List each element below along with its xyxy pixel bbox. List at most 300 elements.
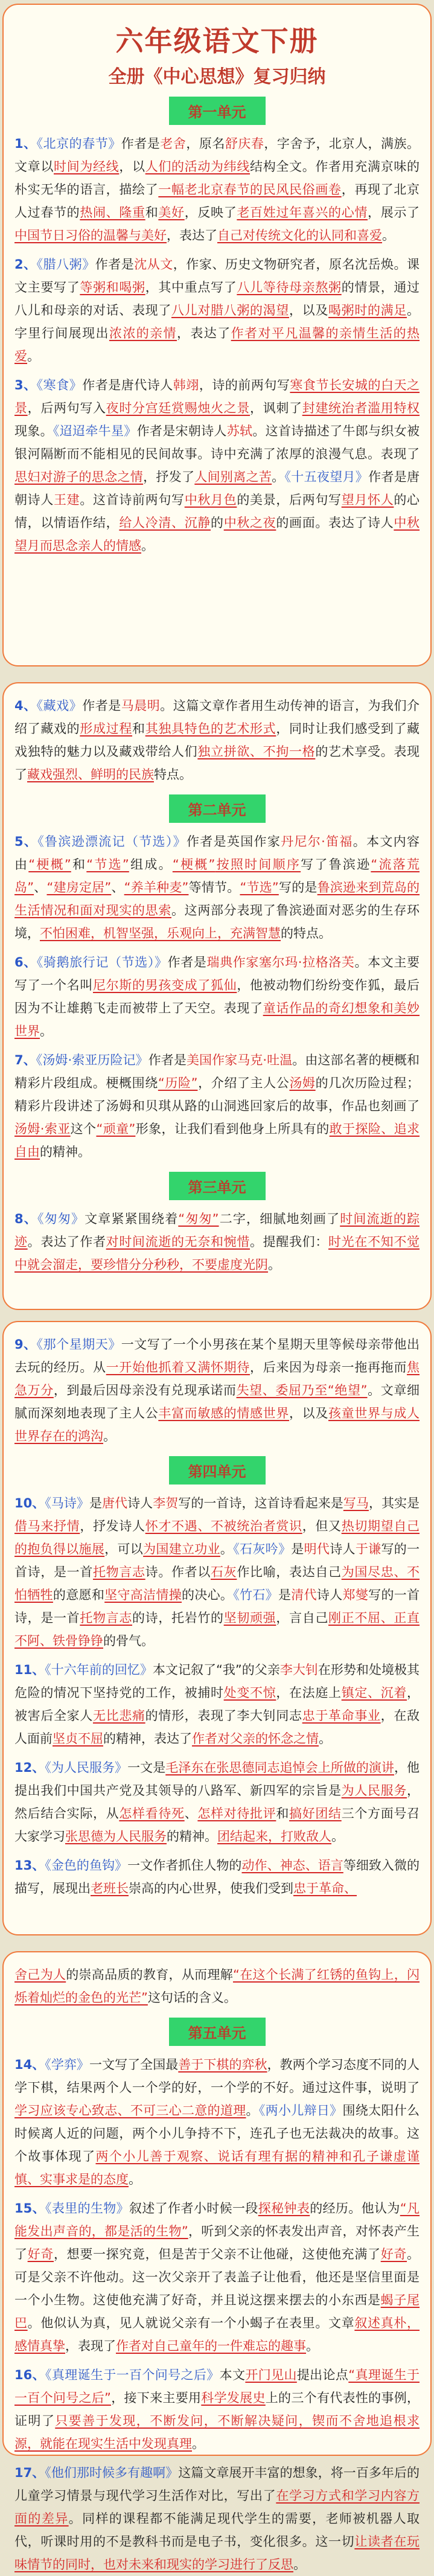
author-name: 李贺 <box>153 1496 179 1510</box>
body-text: ，在法庭上 <box>276 1686 342 1700</box>
author-name: 舒庆春 <box>225 136 264 151</box>
body-text: 写了鲁滨逊 <box>301 857 371 872</box>
lesson-number: 3、 <box>14 378 37 392</box>
lesson-title: 《金色的鱼钩》 <box>45 1858 128 1873</box>
body-text: 作者是 <box>148 1053 187 1067</box>
author-name: 于谦 <box>355 1542 381 1556</box>
key-phrase: 中秋望月而思念亲人的情感 <box>14 516 420 553</box>
body-text: 这句话的含义。 <box>147 1990 237 2005</box>
body-text: ，他被动物们纷纷变作狐，最后因为不让雄鹅飞走而被带上了天空。表现了 <box>14 978 420 1015</box>
body-text: ，在敌人面前 <box>14 1708 420 1746</box>
body-text: 。这两部分表现了鲁滨逊面对恶劣的生存环境， <box>14 903 420 941</box>
body-text: 作者是 <box>82 698 121 713</box>
lesson-paragraph <box>14 1756 420 1848</box>
author-name: 苏轼 <box>226 424 253 438</box>
body-text: 结构全文。作者用充满京味的朴实无华的语言，描绘了 <box>14 159 420 197</box>
key-phrase: 探秘钟表 <box>258 2201 310 2216</box>
key-phrase: 童话作品的奇幻想象和美妙世界 <box>14 1001 420 1038</box>
lesson-number: 4、 <box>14 698 37 713</box>
lesson-number: 11、 <box>14 1663 45 1677</box>
page-subtitle <box>14 62 420 88</box>
lesson-title: 《真理诞生于一百个问号之后》 <box>45 2368 220 2382</box>
lesson-number: 14、 <box>14 2057 45 2072</box>
unit-badge: 第一单元 <box>169 97 266 125</box>
key-phrase: 动作、神态、语言 <box>241 1858 343 1873</box>
key-phrase: 按照时间顺序 <box>215 857 301 872</box>
body-text: 。本文内容由 <box>14 834 420 872</box>
body-text: 本文 <box>219 2368 246 2382</box>
lesson-number: 8、 <box>14 1212 37 1226</box>
key-phrase: 毛泽东在张思德同志追悼会上所做的演讲 <box>165 1760 394 1775</box>
body-text: 。 <box>331 1829 344 1844</box>
key-phrase: 藏戏强烈、鲜明的民族 <box>27 767 154 782</box>
body-text: 一文写了一个小男孩在某个星期天里等候母亲带他出去玩的经历。从 <box>14 1337 420 1375</box>
key-phrase: 石灰 <box>211 1565 237 1579</box>
key-phrase: 为国尽忠、不怕牺牲 <box>14 1565 420 1602</box>
body-text: 围绕太阳什么时候离人近的问题，两个小儿争持不下，连孔子也无法裁决的故事。这个故事体现了 <box>14 2103 420 2164</box>
key-phrase: 寒食节长安城的白天之景 <box>14 378 420 415</box>
key-phrase: 热切期望自己的抱负得以施展 <box>14 1519 420 1556</box>
key-phrase: 托物言志 <box>93 1565 145 1579</box>
unit-badge: 第四单元 <box>169 1456 266 1485</box>
key-phrase: 镇定、沉着 <box>341 1686 407 1700</box>
body-text: 。这篇文章作者用生动传神的语言，为我们介绍了藏戏的 <box>14 698 420 736</box>
key-phrase: 等粥和喝粥 <box>80 280 145 295</box>
body-text: 叙述了作者小时候一段 <box>129 2201 258 2216</box>
body-text: 诗人 <box>127 1496 153 1510</box>
key-phrase: “梗概” <box>28 857 71 872</box>
body-text: 。 <box>272 470 285 484</box>
body-text: 写的一首诗，这首诗看起来是 <box>178 1496 343 1510</box>
key-phrase: 尼尔斯的男孩变成了狐仙 <box>93 978 237 992</box>
body-text: 的意愿和 <box>53 1588 105 1602</box>
lesson-paragraph <box>14 1854 420 1900</box>
body-text: 和 <box>145 205 159 220</box>
lesson-title: 《骑鹅旅行记（节选）》 <box>36 955 168 970</box>
lesson-paragraph <box>14 253 420 368</box>
key-phrase: 热闹、隆重 <box>80 205 145 220</box>
key-phrase: 对时间流逝的无奈和惋惜 <box>106 1235 251 1249</box>
key-phrase: 怎样看待死 <box>119 1806 185 1821</box>
key-phrase: 封建统治者滥用特权 <box>302 401 420 415</box>
key-phrase: 形成过程 <box>80 721 133 736</box>
body-text: ，听到父亲的怀表发出声音，对怀表产生了 <box>14 2224 420 2261</box>
key-phrase: 中秋之夜 <box>223 516 276 530</box>
body-text: 。字里行间展现出 <box>14 303 420 340</box>
key-phrase: 处变不惊 <box>223 1686 276 1700</box>
key-phrase: 汤姆 <box>289 1076 316 1090</box>
body-text: 的画面。表达了诗人 <box>276 516 394 530</box>
body-text: 的骨气。 <box>103 1634 154 1648</box>
body-text: 的情景，通过八儿和母亲的对话、表现了 <box>14 280 420 318</box>
key-phrase: 蝎子尾巴 <box>14 2293 420 2330</box>
body-text: 。 <box>103 1429 116 1443</box>
key-phrase: 独立拼欲、不拘一格 <box>197 744 316 759</box>
body-text: ，到最后因母亲没有兑现承诺而 <box>53 1383 237 1398</box>
key-phrase: 浓浓的亲情 <box>109 326 177 340</box>
page-title: 六年级语文下册 <box>115 25 319 57</box>
lesson-paragraph <box>14 951 420 1043</box>
key-phrase: 好奇 <box>380 2247 407 2261</box>
body-text: ，诗的前两句写 <box>199 378 290 392</box>
body-text: 。他似认为真，见人就说父亲有一个小蝎子在表里。文章 <box>27 2316 355 2330</box>
lesson-paragraph <box>14 1492 420 1652</box>
body-text: ，言自己 <box>276 1611 329 1625</box>
subtitle-prefix: 全册 <box>108 66 145 88</box>
subtitle-highlight: 《中心思想》 <box>144 66 254 88</box>
lesson-paragraph <box>14 1963 420 2009</box>
body-text: ，被害后全家人 <box>14 1686 420 1723</box>
lesson-number: 9、 <box>14 1337 37 1352</box>
lesson-number: 2、 <box>14 257 37 272</box>
lesson-title: 《藏戏》 <box>36 698 83 713</box>
body-text: ，教两个学习态度不同的人学下棋，结果两个人一个学的好，一个学的不好。通过这件事，说明了 <box>14 2057 420 2095</box>
key-phrase: 为人民服务 <box>341 1783 407 1798</box>
lesson-number: 13、 <box>14 1858 45 1873</box>
lesson-title: 《北京的春节》 <box>36 136 121 151</box>
body-text: 作者是唐代诗人 <box>82 378 173 392</box>
body-text: 写的一首诗，是一首 <box>14 1542 420 1579</box>
key-phrase: 一幅老北京春节的民风民俗画卷 <box>158 182 342 197</box>
body-text: 作者是 <box>121 136 161 151</box>
unit-badge: 第三单元 <box>169 1172 266 1200</box>
key-phrase: 思妇对游子的思念之情 <box>14 470 144 484</box>
body-text: 、 <box>184 1806 198 1821</box>
key-phrase: 叙述真朴，感情真挚 <box>14 2316 420 2353</box>
key-phrase: 团结起来，打败敌人 <box>217 1829 331 1844</box>
body-text: 写的一首诗，是一首 <box>14 1588 420 1625</box>
body-text: 特点。 <box>154 767 192 782</box>
card-1 <box>2 4 432 666</box>
lesson-number: 6、 <box>14 955 37 970</box>
key-phrase: 作者对父亲的怀念之情 <box>192 1731 319 1746</box>
body-text: ，展示了 <box>368 205 420 220</box>
body-text: 的心情，以情语作结， <box>14 493 420 530</box>
key-phrase: 学习应该专心致志、不可三心二意的道理 <box>14 2103 246 2118</box>
author-name: 唐代 <box>102 1496 128 1510</box>
body-text: 上的三个有代表性的事例，证明了 <box>14 2391 420 2428</box>
lesson-title: 《两小儿辩日》 <box>258 2103 343 2118</box>
key-phrase: 美好 <box>158 205 185 220</box>
body-text: 。由这部名著的梗概和精彩片段组成。梗概围绕 <box>14 1053 420 1090</box>
key-phrase: 孩童世界与成人世界存在的鸿沟 <box>14 1406 420 1443</box>
body-text: 诗人 <box>330 1542 356 1556</box>
key-phrase: 时光在不知不觉中就会溜走，要珍惜分分秒秒，不要虚度光阴 <box>14 1235 420 1272</box>
lesson-number: 10、 <box>14 1496 45 1510</box>
body-text: 。可是父亲不许他动。这一次父亲开了表盖子让他看，他还是坚信里面是一个小生物。这使他充满了好奇，并且说这摆来摆去的小东西是 <box>14 2247 420 2307</box>
key-phrase: 人间别离之苦 <box>194 470 272 484</box>
key-phrase: 写马 <box>343 1496 369 1510</box>
body-text: 一文写了全国最 <box>89 2057 179 2072</box>
lesson-paragraph <box>14 2197 420 2357</box>
body-text: 。 <box>192 2437 205 2451</box>
body-text: ，再现了北京人过春节的 <box>14 182 420 220</box>
author-name: 郑燮 <box>342 1588 369 1602</box>
body-text: ，其中重点写了 <box>145 280 237 295</box>
body-text: 本文记叙了“我”的父亲 <box>152 1663 280 1677</box>
body-text: 和 <box>276 1806 290 1821</box>
key-phrase: “凡能发出声音的，都是活的生物” <box>14 2201 420 2239</box>
author-name: 老舍 <box>160 136 187 151</box>
author-name: 明代 <box>304 1542 330 1556</box>
key-phrase: 喝粥时的满足 <box>328 303 407 318</box>
key-phrase: 老百姓过年喜兴的心情 <box>237 205 368 220</box>
key-phrase: “流落荒岛” <box>14 857 420 895</box>
body-text: 。 <box>141 539 154 553</box>
body-text: ，抒发了 <box>143 470 195 484</box>
key-phrase: 丰富而敏感的情感世界 <box>158 1406 290 1421</box>
body-text: 形象，让我们看到他身上所具有的 <box>135 1122 330 1136</box>
lesson-number: 12、 <box>14 1760 45 1775</box>
body-text: 的崇高品质的教育，从而理解 <box>66 1967 234 1982</box>
body-text: 的特点。 <box>281 926 331 941</box>
body-text: 。 <box>319 1731 331 1746</box>
key-phrase: 怎样对待批评 <box>197 1806 276 1821</box>
lesson-paragraph <box>14 694 420 786</box>
lesson-title: 《腊八粥》 <box>36 257 95 272</box>
key-phrase: 好奇 <box>27 2247 54 2261</box>
body-text: ，作家、历史文物研究者，原名沈岳焕。课文主要写了 <box>14 257 420 295</box>
body-text: 。 <box>293 2557 306 2572</box>
body-text: ，反映了 <box>184 205 237 220</box>
key-phrase: 坚守高洁情操 <box>104 1588 182 1602</box>
body-text: ，字舍予，北京人，满族。文章以 <box>14 136 420 174</box>
body-text: ，表现了 <box>65 2339 116 2353</box>
key-phrase: 让读者在玩味情节的同时，也对未来和现实的学习进行了反思 <box>14 2534 420 2572</box>
body-text: 和 <box>71 857 87 872</box>
body-text: 。这首诗描述了牛郎与织女被银河隔断而不能相见的民间故事。诗中充满了浓厚的浪漫气息。表现了 <box>14 424 420 461</box>
key-phrase: 开门见山 <box>245 2368 297 2382</box>
body-text: 。 <box>306 2339 319 2353</box>
lesson-title: 《竹石》 <box>233 1588 278 1602</box>
key-phrase: 老班长 <box>91 1881 129 1896</box>
key-phrase: 科学发展史 <box>201 2391 266 2405</box>
key-phrase: 张思德为人民服务 <box>65 1829 167 1844</box>
author-name: 马晨明 <box>121 698 161 713</box>
key-phrase: 刚正不屈、正直不阿、铁骨铮铮 <box>14 1611 420 1648</box>
body-text: 。 <box>268 1258 281 1272</box>
body-text: 是 <box>89 1496 103 1510</box>
body-text: 。 <box>382 228 395 243</box>
body-text: 的决心。 <box>182 1588 234 1602</box>
body-text: 一文是 <box>127 1760 166 1775</box>
author-name: 清代 <box>291 1588 317 1602</box>
key-phrase: “节选” <box>86 857 129 872</box>
body-text: 这篇文章展开丰富的想象，将一百多年后的儿童学习情景与现代学习生活作对比，写出了 <box>14 2466 420 2503</box>
lesson-title: 《马诗》 <box>45 1496 89 1510</box>
lesson-number: 17、 <box>14 2466 45 2480</box>
key-phrase: 时间为经线 <box>54 159 120 174</box>
body-text: 等情节。 <box>188 880 240 895</box>
author-name: 美国作家马克·吐温 <box>186 1053 293 1067</box>
body-text: ，可以 <box>104 1542 144 1556</box>
body-text: ，以 <box>119 159 145 174</box>
key-phrase: 怀才不遇、不被统治者赏识 <box>145 1519 302 1533</box>
body-text: 的精神。 <box>40 1145 91 1159</box>
lesson-title: 《石灰吟》 <box>233 1542 292 1556</box>
body-text: 是 <box>291 1542 304 1556</box>
body-text: ，然后结合实际，从 <box>14 1783 420 1821</box>
key-phrase: “梗概” <box>172 857 215 872</box>
key-phrase: 一开始他抓着又满怀期待 <box>106 1360 251 1375</box>
key-phrase: 望月怀人 <box>341 493 394 507</box>
body-text: 诗。作者以 <box>145 1565 211 1579</box>
body-text: ，后两句写入 <box>27 401 106 415</box>
body-text: ，以及 <box>289 1406 329 1421</box>
body-text: ，其实是 <box>368 1496 420 1510</box>
body-text: ，以及 <box>289 303 328 318</box>
key-phrase: 坚韧顽强 <box>223 1611 276 1625</box>
key-phrase: 作者对自己童年的一件难忘的趣事 <box>116 2339 306 2353</box>
key-phrase: 人们的活动为纬线 <box>145 159 251 174</box>
body-text: 的几次历险过程；精彩片段讲述了汤姆和贝琪从路的山洞逃回家后的故事，作品也刻画了 <box>14 1076 420 1113</box>
body-text: 作者是宋朝诗人 <box>136 424 227 438</box>
key-phrase: 中国节日习俗的温馨与美好 <box>14 228 167 243</box>
key-phrase: “节选” <box>240 880 279 895</box>
lesson-number: 7、 <box>14 1053 36 1067</box>
key-phrase: 敢于探险、追求自由 <box>14 1122 420 1159</box>
body-text: 的 <box>211 516 224 530</box>
key-phrase: 夜时分宫廷赏赐烛火之景 <box>106 401 251 415</box>
key-phrase: “匆匆” <box>178 1212 219 1226</box>
key-phrase: 忠于革命事业 <box>302 1708 381 1723</box>
key-phrase: “顽童” <box>96 1122 136 1136</box>
body-text: 在形势和处境极其危险的情况下坚持党的工作，被捕时 <box>14 1663 420 1700</box>
key-phrase: 两个小儿善于观察、说话有理有据的精神和孔子谦虚谨慎、实事求是的态度 <box>14 2149 420 2187</box>
body-text: ，后来因为母亲一拖再拖而 <box>250 1360 407 1375</box>
body-text: ，原名 <box>186 136 225 151</box>
key-phrase: “真理诞生于一百个问号之后” <box>14 2368 420 2405</box>
body-text: 的艺术享受。表现了 <box>14 744 420 782</box>
author-name: 瑞典作家塞尔玛·拉格洛芙 <box>206 955 355 970</box>
body-text: ，但又 <box>302 1519 342 1533</box>
lesson-title: 《为人民服务》 <box>45 1760 128 1775</box>
lesson-title: 《鲁滨逊漂流记（节选）》 <box>37 834 187 849</box>
lesson-paragraph <box>14 2053 420 2191</box>
lesson-number: 5、 <box>14 834 38 849</box>
unit-badge: 第二单元 <box>169 794 266 823</box>
body-text: 提出论点 <box>296 2368 349 2382</box>
lesson-title: 《汤姆·索亚历险记》 <box>36 1053 148 1067</box>
key-phrase: 忠于革命、 <box>293 1881 357 1896</box>
body-text: ，讽刺了 <box>250 401 302 415</box>
body-text: 的美景，后两句写 <box>237 493 342 507</box>
body-text: 的精神，表达了 <box>103 1731 192 1746</box>
key-phrase: “养羊种麦” <box>124 880 189 895</box>
author-name: 李大钊 <box>279 1663 318 1677</box>
body-text: ，同时让我们感受到了藏戏独特的魅力以及藏戏带给人们 <box>14 721 420 759</box>
key-phrase: 只要善于发现，不断发问，不断解决疑问，锲而不舍地追根求源，就能在现实生活中发现真理 <box>14 2414 420 2451</box>
body-text: 作者是 <box>95 257 135 272</box>
lesson-title: 《十六年前的回忆》 <box>45 1663 153 1677</box>
key-phrase: 坚贞不屈 <box>53 1731 103 1746</box>
body-text: 作者是英国作家 <box>187 834 281 849</box>
lesson-paragraph <box>14 830 420 945</box>
body-text: 。 <box>220 1542 234 1556</box>
key-phrase: 其独具特色的艺术形式 <box>145 721 276 736</box>
body-text: 的经历。他认为 <box>310 2201 400 2216</box>
lesson-paragraph <box>14 132 420 247</box>
body-text: 。 <box>129 2172 141 2187</box>
key-phrase: 在学习方式和学习内容方面的差异 <box>14 2488 420 2526</box>
key-phrase: 自己对传统文化的认同和喜爱 <box>217 228 382 243</box>
key-phrase: 托物言志 <box>80 1611 133 1625</box>
lesson-paragraph <box>14 1049 420 1163</box>
lesson-title: 《迢迢牵牛星》 <box>53 424 137 438</box>
body-text: 、 <box>34 880 47 895</box>
key-phrase: 中秋月色 <box>184 493 237 507</box>
author-name: 丹尼尔·笛福 <box>281 834 353 849</box>
body-text: 。同样的课程都不能满足现代学生的需要，老师被机器人取代，听课时用的不是教科书而是电子书，变化很多。这一切 <box>14 2511 420 2549</box>
body-text: 的诗，托岩竹的 <box>132 1611 224 1625</box>
body-text: 。提醒我们： <box>250 1235 329 1249</box>
lesson-title: 《他们那时候多有趣啊》 <box>45 2466 179 2480</box>
body-text: 文章紧紧围绕着 <box>85 1212 179 1226</box>
body-text: 、 <box>111 880 124 895</box>
body-text: 。 <box>27 349 40 363</box>
lesson-title: 《学弈》 <box>45 2057 89 2072</box>
body-text: ，他提出我们中国共产党及其领导的八路军、新四军的宗旨是 <box>14 1760 420 1798</box>
body-text: 。 <box>246 2103 259 2118</box>
author-name: 王建 <box>54 493 80 507</box>
body-text: ，表达了 <box>167 228 217 243</box>
key-phrase: 焦急万分 <box>14 1360 420 1398</box>
key-phrase: 借马来抒情 <box>14 1519 80 1533</box>
author-name: 沈从文 <box>134 257 173 272</box>
body-text: 三个方面号召大家学习 <box>14 1806 420 1844</box>
body-text: 一文作者抓住人物的 <box>127 1858 242 1873</box>
body-text: 等细致入微的描写，展现出 <box>14 1858 420 1896</box>
card-3 <box>2 1321 432 1935</box>
key-phrase: 汤姆·索亚 <box>14 1122 71 1136</box>
body-text: 写的是 <box>278 880 318 895</box>
key-phrase: “历险” <box>158 1076 198 1090</box>
body-text: 和 <box>132 721 145 736</box>
body-text: 作比喻，表达自己 <box>237 1565 342 1579</box>
body-text: 作者是唐朝诗人 <box>14 470 420 507</box>
body-text: 现象。 <box>14 424 53 438</box>
body-text: 。本文主要写了一个名叫 <box>14 955 420 992</box>
body-text: 的精神。 <box>167 1829 217 1844</box>
lesson-paragraph <box>14 374 420 557</box>
lesson-title: 《寒食》 <box>36 378 83 392</box>
key-phrase: “建房定居” <box>46 880 112 895</box>
lesson-paragraph <box>14 1333 420 1448</box>
lesson-paragraph <box>14 1658 420 1750</box>
body-text: ，接下来主要用 <box>110 2391 202 2405</box>
key-phrase: 失望、委屈乃至“绝望” <box>236 1383 368 1398</box>
lesson-paragraph <box>14 2363 420 2455</box>
unit-badge: 第五单元 <box>169 2018 266 2046</box>
key-phrase: 给人冷清、沉静 <box>119 516 211 530</box>
key-phrase: 善于下棋的弈秋 <box>178 2057 267 2072</box>
body-text: 。表达了作者 <box>27 1235 106 1249</box>
body-text: 诗人 <box>316 1588 343 1602</box>
key-phrase: 舍己为人 <box>14 1967 66 1982</box>
body-text: 。文章细腻而深刻地表现了主人公 <box>14 1383 420 1421</box>
key-phrase: 不怕困难，机智坚强，乐观向上，充满智慧 <box>40 926 281 941</box>
key-phrase: 作者对平凡温馨的亲情生活的热爱 <box>14 326 420 363</box>
body-text: 二字，细腻地刻画了 <box>219 1212 340 1226</box>
lesson-number: 15、 <box>14 2201 45 2216</box>
key-phrase: 为国建立功业 <box>143 1542 220 1556</box>
card-4 <box>2 1951 432 2572</box>
body-text: 。这首诗前两句写 <box>80 493 185 507</box>
key-phrase: 八儿对腊八粥的渴望 <box>171 303 289 318</box>
lesson-title: 《匆匆》 <box>37 1212 85 1226</box>
body-text: 组成。 <box>129 857 173 872</box>
lesson-number: 16、 <box>14 2368 45 2382</box>
